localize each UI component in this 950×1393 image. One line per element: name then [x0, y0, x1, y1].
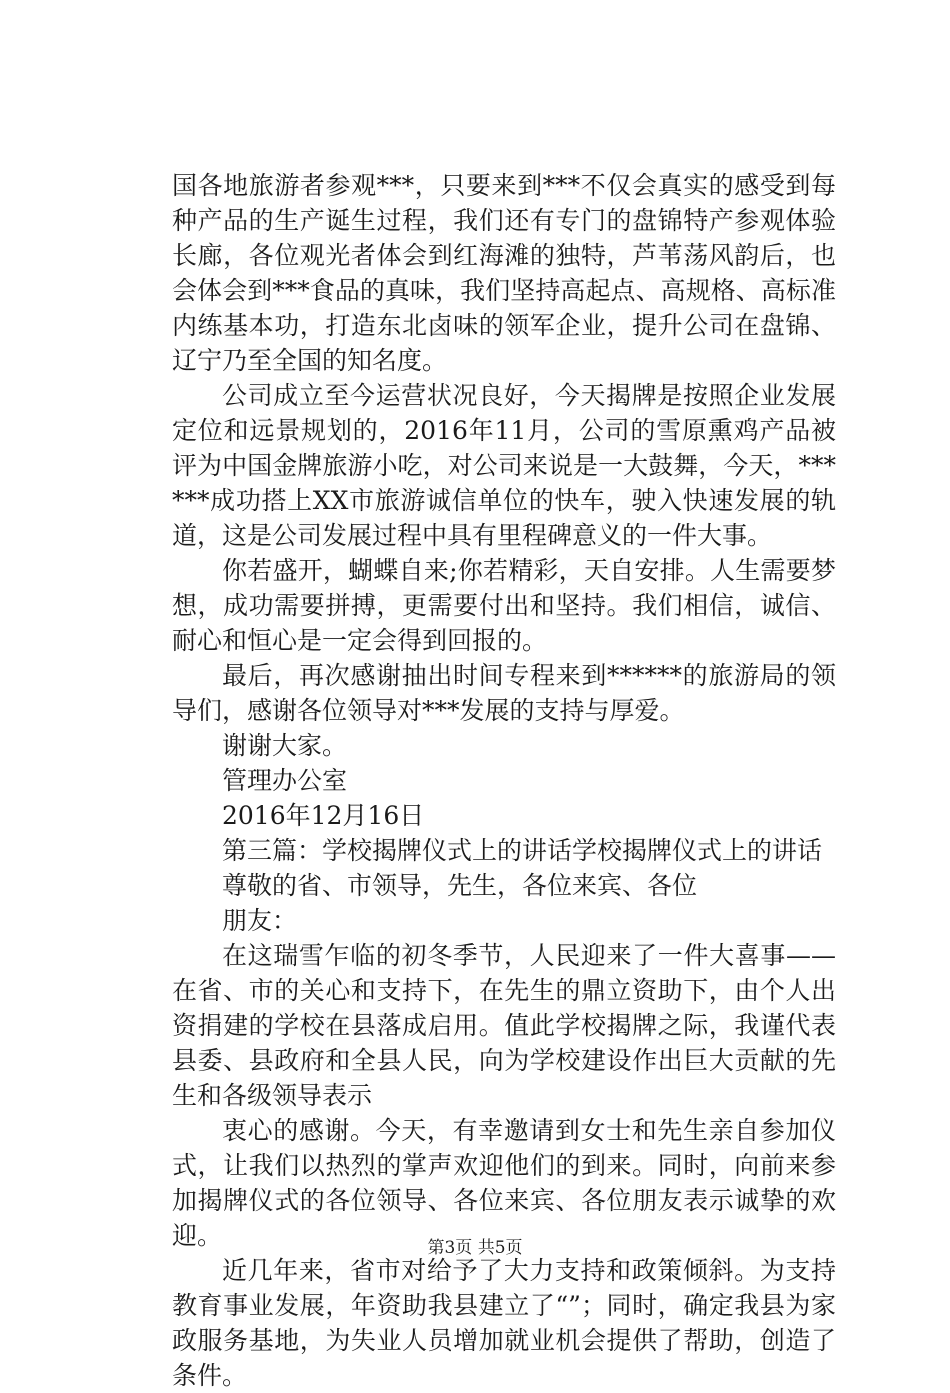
signature-office: 管理办公室	[222, 766, 348, 795]
paragraph-3: 你若盛开，蝴蝶自来;你若精彩，天自安排。人生需要梦想，成功需要拼搏，更需要付出和坚持。我们相信，诚信、耐心和恒心是一定会得到回报的。	[172, 556, 836, 655]
section-heading: 第三篇：学校揭牌仪式上的讲话学校揭牌仪式上的讲话	[222, 836, 823, 865]
document-body	[172, 168, 836, 1393]
paragraph-1: 国各地旅游者参观***，只要来到***不仅会真实的感受到每种产品的生产诞生过程，我们还有专门的盘锦特产参观体验长廊，各位观光者体会到红海滩的独特，芦苇荡风韵后，也会体会到***食品的真味，我们坚持高起点、高规格、高标准内练基本功，打造东北卤味的领军企业，提升公司在盘锦、辽宁乃至全国的知名度。	[172, 171, 836, 375]
paragraph-4: 最后，再次感谢抽出时间专程来到******的旅游局的领导们，感谢各位领导对***发展的支持与厚爱。	[172, 661, 836, 725]
signature-date: 2016年12月16日	[222, 801, 425, 830]
paragraph-6: 衷心的感谢。今天，有幸邀请到女士和先生亲自参加仪式，让我们以热烈的掌声欢迎他们的到来。同时，向前来参加揭牌仪式的各位领导、各位来宾、各位朋友表示诚挚的欢迎。	[172, 1116, 836, 1250]
salutation-line-2: 朋友：	[222, 906, 298, 935]
salutation-line-1: 尊敬的省、市领导，先生，各位来宾、各位	[222, 871, 698, 900]
page-number-footer: 第3页 共5页	[427, 1238, 523, 1258]
paragraph-2: 公司成立至今运营状况良好，今天揭牌是按照企业发展定位和远景规划的，2016年11月，公司的雪原熏鸡产品被评为中国金牌旅游小吃，对公司来说是一大鼓舞，今天，******成功搭上XX市旅游诚信单位的快车，驶入快速发展的轨道，这是公司发展过程中具有里程碑意义的一件大事。	[172, 381, 836, 550]
closing-thanks: 谢谢大家。	[222, 731, 348, 760]
paragraph-7: 近几年来，省市对给予了大力支持和政策倾斜。为支持教育事业发展，年资助我县建立了“”；同时，确定我县为家政服务基地，为失业人员增加就业机会提供了帮助，创造了条件。	[172, 1256, 836, 1390]
paragraph-5: 在这瑞雪乍临的初冬季节，人民迎来了一件大喜事——在省、市的关心和支持下，在先生的鼎立资助下，由个人出资捐建的学校在县落成启用。值此学校揭牌之际，我谨代表县委、县政府和全县人民，向为学校建设作出巨大贡献的先生和各级领导表示	[172, 941, 836, 1110]
